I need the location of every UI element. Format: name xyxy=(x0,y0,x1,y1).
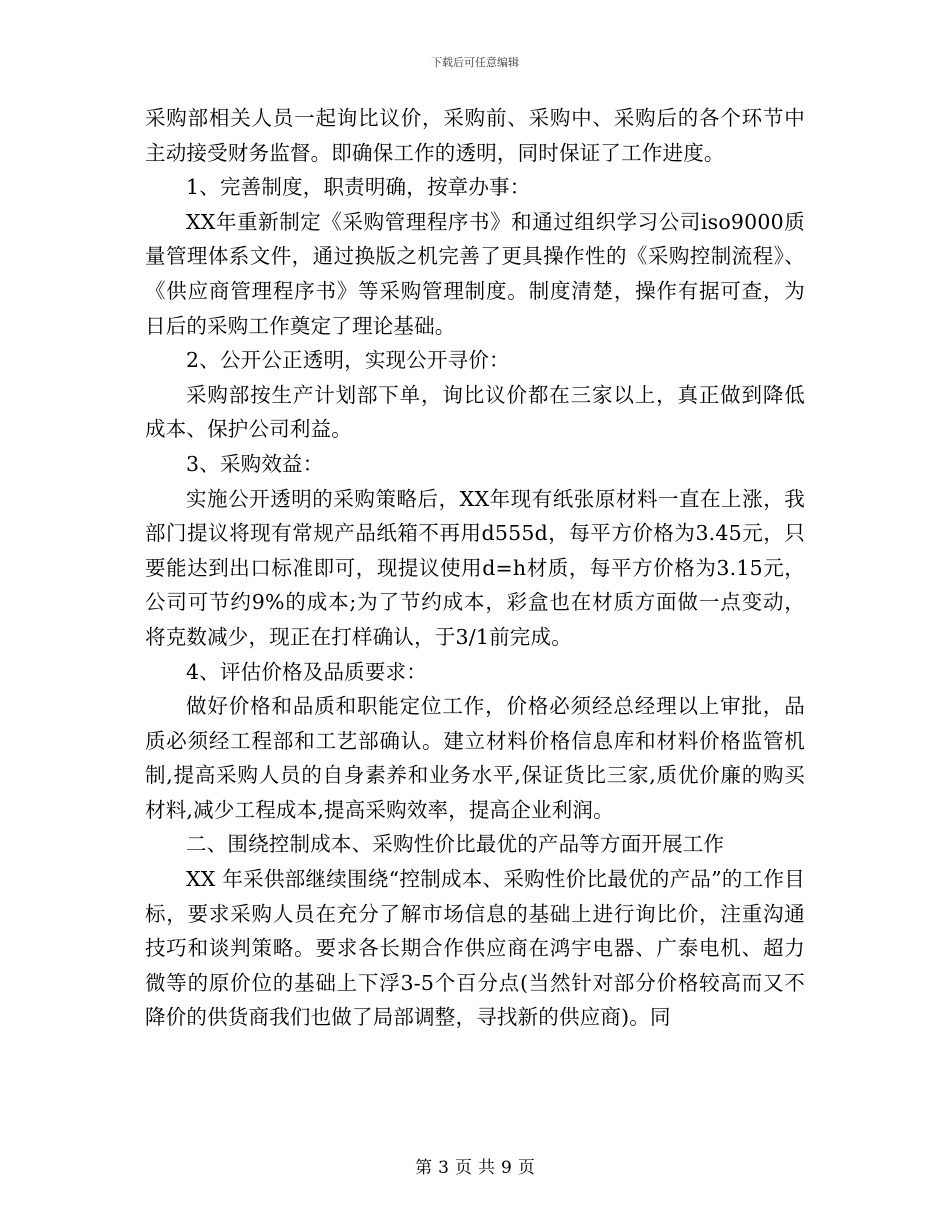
current-page-number: 3 xyxy=(438,1158,449,1178)
total-page-count: 9 xyxy=(501,1158,512,1178)
section-heading: 二、围绕控制成本、采购性价比最优的产品等方面开展工作 xyxy=(186,832,725,857)
paragraph: XX年重新制定《采购管理程序书》和通过组织学习公司iso9000质量管理体系文件，通过换版之机完善了更具操作性的《采购控制流程》、《供应商管理程序书》等采购管理制度。制度清楚，操作有据可查，为日后的采购工作奠定了理论基础。 xyxy=(145,209,805,338)
section-heading: 4、评估价格及品质要求： xyxy=(186,659,427,684)
section-heading: 2、公开公正透明，实现公开寻价： xyxy=(186,348,510,373)
footer-total-word: 共 xyxy=(478,1158,495,1178)
paragraph: XX 年采供部继续围绕“控制成本、采购性价比最优的产品”的工作目标，要求采购人员在充分了解市场信息的基础上进行询比价，注重沟通技巧和谈判策略。要求各长期合作供应商在鸿宇电器、广泰电机、超力微等的原价位的基础上下浮3-5个百分点(当然针对部分价格较高而又不降价的供货商我们也做了局部调整，寻找新的供应商)。同 xyxy=(145,867,805,1030)
paragraph: 采购部相关人员一起询比议价，采购前、采购中、采购后的各个环节中主动接受财务监督。即确保工作的透明，同时保证了工作进度。 xyxy=(145,106,805,165)
paragraph: 采购部按生产计划部下单，询比议价都在三家以上，真正做到降低成本、保护公司利益。 xyxy=(145,382,805,442)
footer-suffix: 页 xyxy=(517,1158,535,1178)
section-heading: 3、采购效益： xyxy=(186,451,324,476)
footer-page-word: 页 xyxy=(455,1158,472,1178)
page-header: 下载后可任意编辑 xyxy=(431,56,519,69)
paragraph: 做好价格和品质和职能定位工作，价格必须经总经理以上审批，品质必须经工程部和工艺部确认。建立材料价格信息库和材料价格监管机制,提高采购人员的自身素养和业务水平,保证货比三家,质优价廉的购买材料,减少工程成本,提高采购效率，提高企业利润。 xyxy=(145,694,805,822)
paragraph: 实施公开透明的采购策略后，XX年现有纸张原材料一直在上涨，我部门提议将现有常规产品纸箱不再用d555d，每平方价格为3.45元，只要能达到出口标准即可，现提议使用d=h材质，每平方价格为3.15元，公司可节约9%的成本;为了节约成本，彩盒也在材质方面做一点变动，将克数减少，现正在打样确认，于3/1前完成。 xyxy=(145,486,805,649)
document-body xyxy=(145,101,805,1035)
page-footer xyxy=(0,1153,950,1178)
section-heading: 1、完善制度，职责明确，按章办事： xyxy=(186,175,531,200)
footer-prefix: 第 xyxy=(415,1158,433,1178)
